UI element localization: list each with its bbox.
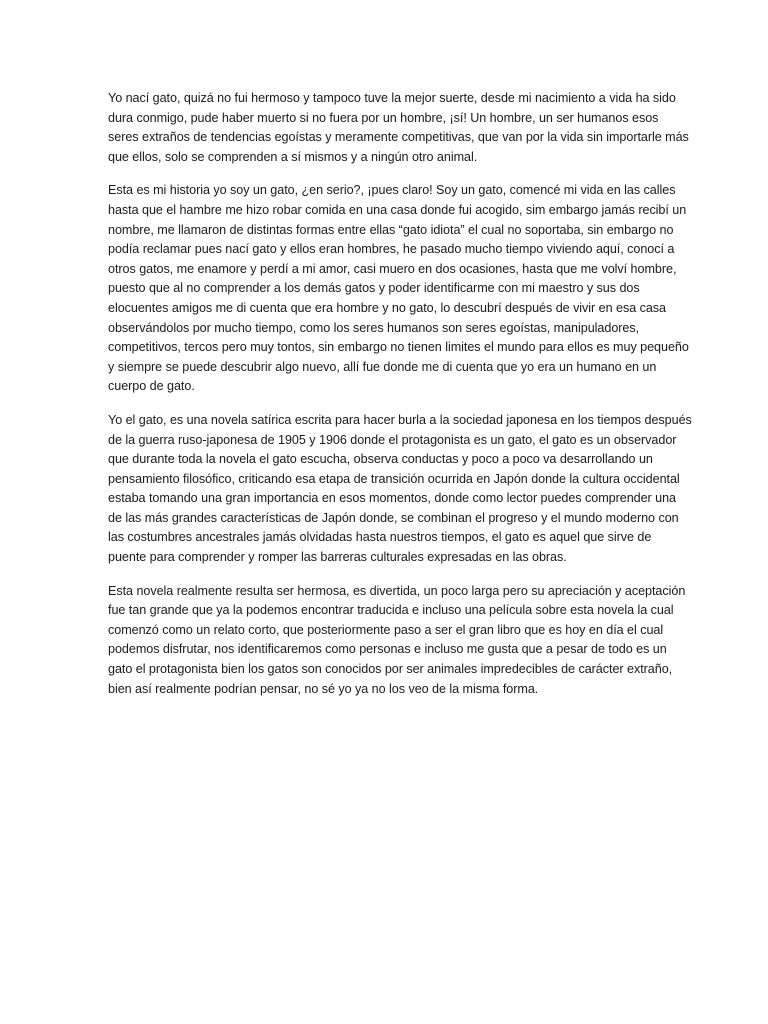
paragraph-1: Yo nací gato, quizá no fui hermoso y tampoco tuve la mejor suerte, desde mi nacimiento a vida ha sido dura conmigo, pude haber muerto si no fuera por un hombre, ¡sí! Un hombre, un ser humanos esos seres extraños de tendencias egoístas y meramente competitivas, que van por la vida sin importarle más que ellos, solo se comprenden a sí mismos y a ningún otro animal.: [108, 91, 689, 164]
paragraph-3: Yo el gato, es una novela satírica escrita para hacer burla a la sociedad japonesa en los tiempos después de la guerra ruso-japonesa de 1905 y 1906 donde el protagonista es un gato, el gato es un observador que durante toda la novela el gato escucha, observa conductas y poco a poco va desarrollando un pensamiento filosófico, criticando esa etapa de transición ocurrida en Japón donde la cultura occidental estaba tomando una gran importancia en esos momentos, donde como lector puedes comprender una de las más grandes características de Japón donde, se combinan el progreso y el mundo moderno con las costumbres ancestrales jamás olvidadas hasta nuestros tiempos, el gato es aquel que sirve de puente para comprender y romper las barreras culturales expresadas en las obras.: [108, 412, 692, 565]
paragraph-2: Esta es mi historia yo soy un gato, ¿en serio?, ¡pues claro! Soy un gato, comencé mi vida en las calles hasta que el hambre me hizo robar comida en una casa donde fui acogido, sim embargo jamás recibí un nombre, me llamaron de distintas formas entre ellas “gato idiota” el cual no soportaba, sin embargo no podía reclamar pues nací gato y ellos eran hombres, he pasado mucho tiempo viviendo aquí, conocí a otros gatos, me enamore y perdí a mi amor, casi muero en dos ocasiones, hasta que me volví hombre, puesto que al no comprender a los demás gatos y poder identificarme con mi maestro y sus dos elocuentes amigos me di cuenta que era hombre y no gato, lo descubrí después de vivir en esa casa observándolos por mucho tiempo, como los seres humanos son seres egoístas, manipuladores, competitivos, tercos pero muy tontos, sin embargo no tienen limites el mundo para ellos es muy pequeño y siempre se puede descubrir algo nuevo, allí fue donde me di cuenta que yo era un humano en un cuerpo de gato.: [108, 183, 689, 394]
paragraph-4: Esta novela realmente resulta ser hermosa, es divertida, un poco larga pero su apreciación y aceptación fue tan grande que ya la podemos encontrar traducida e incluso una película sobre esta novela la cual comenzó como un relato corto, que posteriormente paso a ser el gran libro que es hoy en día el cual podemos disfrutar, nos identificaremos como personas e incluso me gusta que a pesar de todo es un gato el protagonista bien los gatos son conocidos por ser animales impredecibles de carácter extraño, bien así realmente podrían pensar, no sé yo ya no los veo de la misma forma.: [108, 583, 686, 696]
document-page: [108, 89, 692, 713]
